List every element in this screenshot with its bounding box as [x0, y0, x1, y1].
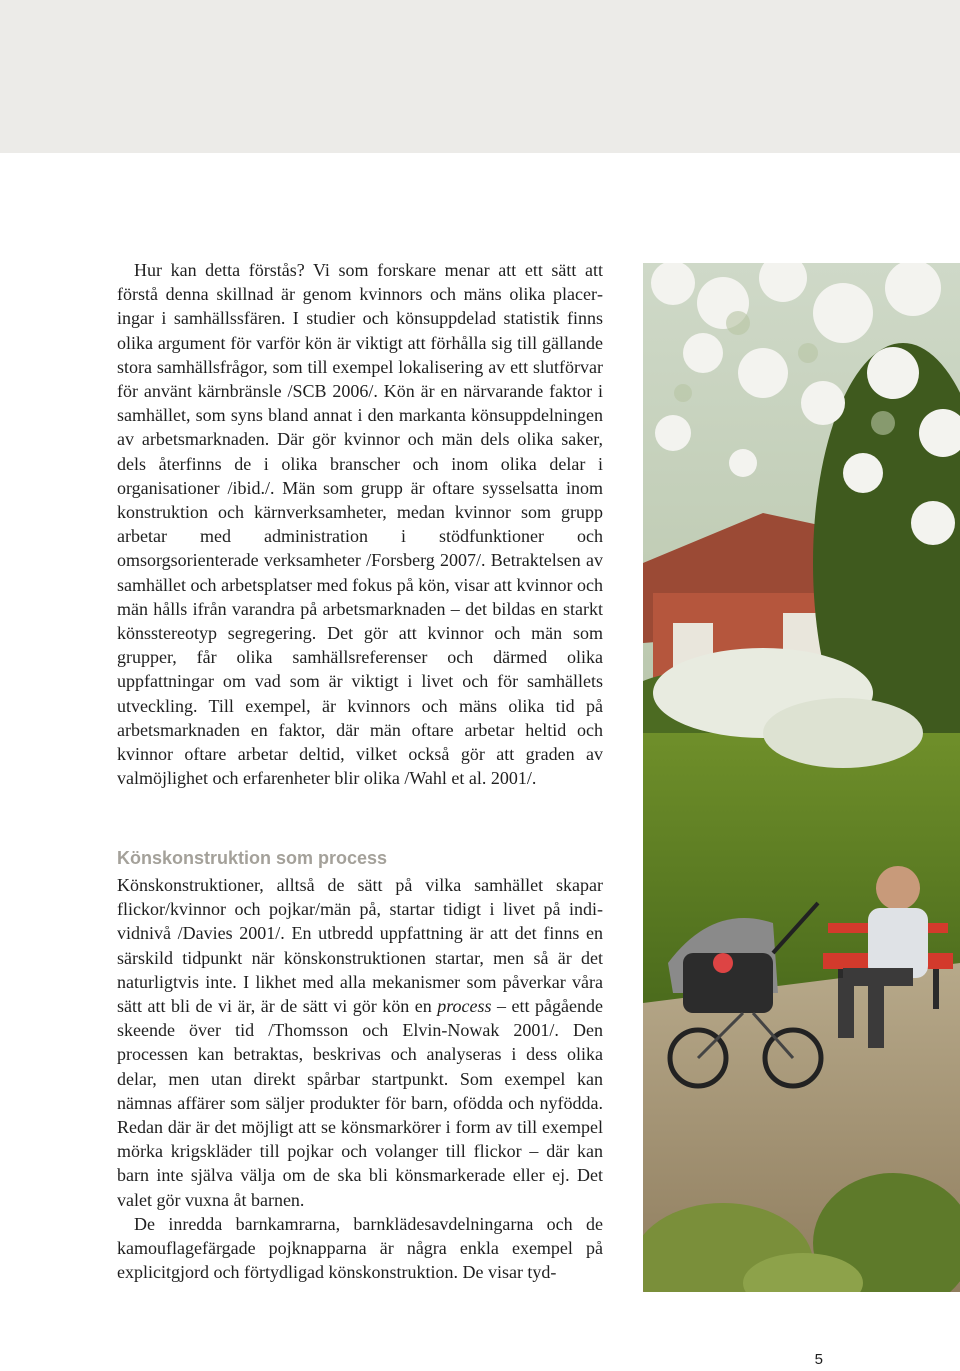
- page-header-band: [0, 0, 960, 153]
- section-heading-block: [117, 847, 603, 869]
- text-column-top: [117, 258, 603, 790]
- page-number: 5: [814, 1351, 823, 1368]
- park-photo: [643, 263, 960, 1292]
- paragraph-2-end: – ett pågående skeende över tid /Thomsson och Elvin-Nowak 2001/. Den processen kan betraktas, beskrivas och analyseras i dess olika delar, men utan direkt spårbar startpunkt. Som exempel kan nämnas affärer som säljer produkter för barn, ofödda och nyfödda. Redan där är det möjligt att se könsmarkörer i form av till exempel mörka krigskläder till pojkar och volanger till flickor – där kan barn inte själva välja om de ska bli könsmarkerade eller ej. Det valet gör vuxna åt barnen.: [117, 996, 603, 1210]
- body-paragraph-2: [117, 873, 603, 1212]
- paragraph-2-start: Könskonstruktioner, alltså de sätt på vilka samhället skapar flickor/kvinnor och pojkar/män på, startar tidigt i livet på individnivå /Davies 2001/. En utbredd uppfattning är att det finns en särskild tidpunkt när könskonstruktionen startar, men så är det naturligtvis inte. I likhet med alla mekanismer som påverkar våra sätt att bli de vi är, är de sätt vi gör kön en: [117, 875, 603, 1017]
- section-heading: Könskonstruktion som process: [117, 848, 388, 868]
- italic-process: process: [437, 996, 492, 1017]
- body-paragraph-3: De inredda barnkamrarna, barnklädesavdelningarna och de kamouflagefärgade pojknapparna är några enkla exempel på explicitgjord och förtydligad könskonstruktion. De visar tyd-: [117, 1213, 603, 1283]
- park-photo-illustration: [643, 263, 960, 1292]
- body-paragraph-1: Hur kan detta förstås? Vi som forskare menar att ett sätt att förstå denna skillnad är genom kvinnors och mäns olika placeringar i samhällssfären. I studier och könsuppdelad statistik finns olika argument för varför kön är viktigt att förhålla sig till gällande stora samhällsfrågor, som till exempel lokalisering av ett slutförvar för använt kärnbränsle /SCB 2006/. Kön är en närvarande faktor i samhället, som syns bland annat i den markanta könsuppdelningen av arbetsmarknaden. Där gör kvinnor och män dels olika saker, dels återfinns de i olika branscher och inom olika delar i organisationer /ibid./. Män som grupp är oftare sysselsatta inom konstruktion och kärnverksamheter, medan kvinnor som grupp arbetar med administration i stödfunktioner och omsorgsorienterade verksamheter /Forsberg 2007/. Betraktelsen av samhället och arbetsplatser med fokus på kön, visar att kvinnor och män hålls ifrån varandra på arbetsmarknaden – det bildas en starkt könsstereotyp segregering. Det gör att kvinnor och män som grupper, får olika samhällsreferenser och därmed olika uppfattningar om vad som är viktigt i livet och för samhällets utveckling. Till exempel, är kvinnors och mäns olika tid på arbetsmarknaden en faktor, där män oftare arbetar heltid och kvinnor oftare arbetar deltid, vilket också gör att graden av valmöjlighet och erfarenheter blir olika /Wahl et al. 2001/.: [117, 260, 603, 789]
- text-column-bottom: [117, 873, 603, 1284]
